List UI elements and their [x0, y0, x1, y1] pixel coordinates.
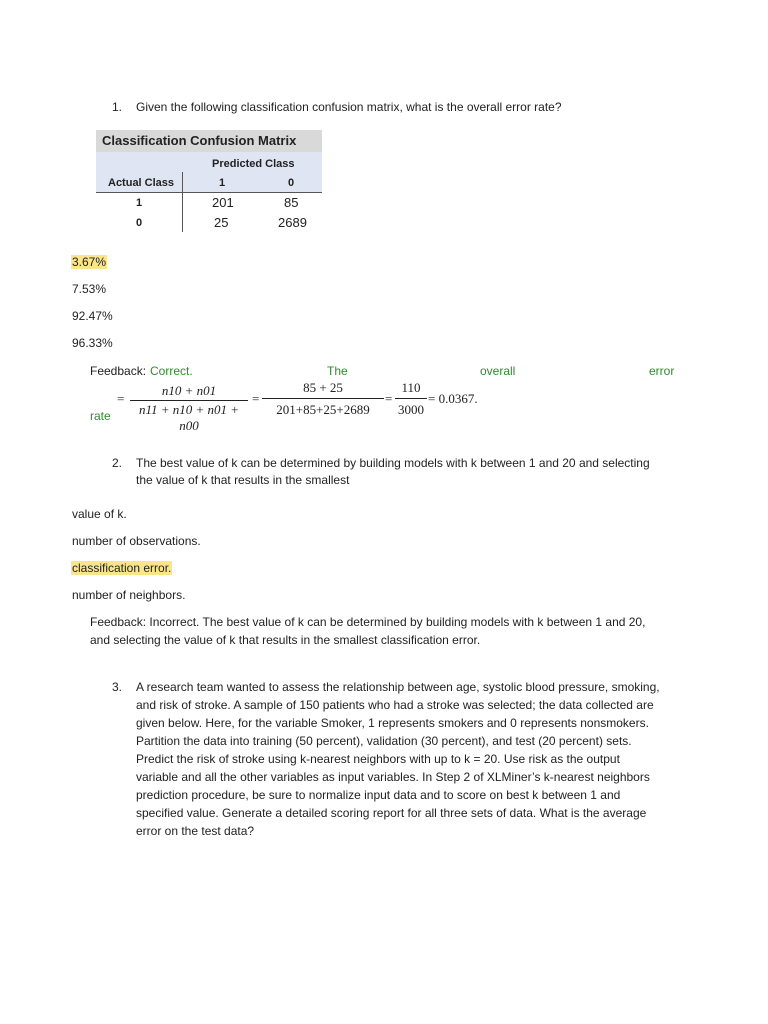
q3-line-4: Partition the data into training (50 percent), validation (30 percent), and test (20 percent) sets.	[136, 734, 632, 748]
row-0-label: 0	[136, 217, 143, 229]
q3-line-7: prediction procedure, be sure to normalize input data and to score on best k between 1 and	[136, 788, 621, 802]
q1-feedback-correct: Correct.	[150, 364, 193, 378]
matrix-divider-vertical	[182, 172, 183, 232]
q3-line-2: and risk of stroke. A sample of 150 patients who had a stroke was selected; the data collected are	[136, 698, 654, 712]
matrix-title: Classification Confusion Matrix	[96, 130, 322, 152]
q1-feedback-the: The	[327, 364, 348, 378]
formula-equals-3: =	[385, 391, 393, 406]
q2-number: 2.	[111, 456, 122, 470]
predicted-class-label: Predicted Class	[212, 158, 295, 170]
q1-number: 1.	[111, 100, 122, 114]
q1-rate-word: rate	[90, 409, 111, 423]
formula-num2: 85 + 25	[303, 380, 343, 395]
q1-option-1[interactable]: 3.67%	[72, 255, 107, 269]
q3-number: 3.	[111, 680, 122, 694]
col-0-header: 0	[288, 177, 295, 189]
row-1-label: 1	[136, 197, 143, 209]
formula-den1: n11 + n10 + n01 + n00	[138, 402, 240, 433]
q3-line-1: A research team wanted to assess the relationship between age, systolic blood pressure, smoking,	[136, 680, 660, 694]
q1-option-3[interactable]: 92.47%	[72, 309, 113, 323]
q3-line-8: specified value. Generate a detailed scoring report for all three sets of data. What is the average	[136, 806, 647, 820]
formula-bar1	[130, 400, 248, 401]
q3-line-5: Predict the risk of stroke using k-nearest neighbors with up to k = 20. Use risk as the output	[136, 752, 620, 766]
formula-den2: 201+85+25+2689	[276, 402, 370, 417]
formula-bar2	[262, 398, 384, 399]
q3-line-3: given below. Here, for the variable Smoker, 1 represents smokers and 0 represents nonsmokers.	[136, 716, 649, 730]
actual-class-label: Actual Class	[108, 177, 175, 189]
q2-option-2[interactable]: number of observations.	[72, 534, 201, 548]
q1-feedback-label: Feedback:	[90, 364, 147, 378]
formula-equals-1: =	[117, 391, 125, 406]
cell-r0c0: 2689	[278, 215, 307, 230]
q2-feedback-line2: and selecting the value of k that results in the smallest classification error.	[90, 633, 481, 647]
q2-option-4[interactable]: number of neighbors.	[72, 588, 186, 602]
formula-num3: 110	[401, 380, 421, 395]
q3-line-9: error on the test data?	[136, 824, 255, 838]
col-1-header: 1	[219, 177, 226, 189]
q1-option-2[interactable]: 7.53%	[72, 282, 107, 296]
q1-text: Given the following classification confusion matrix, what is the overall error rate?	[136, 100, 562, 114]
q2-line1: The best value of k can be determined by building models with k between 1 and 20 and selecting	[136, 456, 650, 470]
formula-num1: n10 + n01	[161, 383, 217, 398]
q2-option-1[interactable]: value of k.	[72, 507, 127, 521]
q2-option-3[interactable]: classification error.	[72, 561, 172, 575]
q1-option-4[interactable]: 96.33%	[72, 336, 113, 350]
formula-equals-2: =	[252, 391, 260, 406]
formula-den3: 3000	[398, 402, 424, 417]
formula-bar3	[395, 398, 427, 399]
q3-line-6: variable and all the other variables as input variables. In Step 2 of XLMiner’s k-nearest neighbors	[136, 770, 650, 784]
confusion-matrix	[96, 130, 322, 234]
formula-result: = 0.0367.	[428, 391, 478, 406]
cell-r1c1: 201	[212, 195, 234, 210]
q1-feedback-overall: overall	[480, 364, 516, 378]
cell-r1c0: 85	[284, 195, 299, 210]
matrix-divider-horizontal	[96, 192, 322, 193]
q2-line2: the value of k that results in the smallest	[136, 473, 350, 487]
cell-r0c1: 25	[214, 215, 229, 230]
q1-feedback-error: error	[649, 364, 675, 378]
q2-feedback-line1: Feedback: Incorrect. The best value of k can be determined by building models with k between 1 and 20,	[90, 615, 646, 629]
